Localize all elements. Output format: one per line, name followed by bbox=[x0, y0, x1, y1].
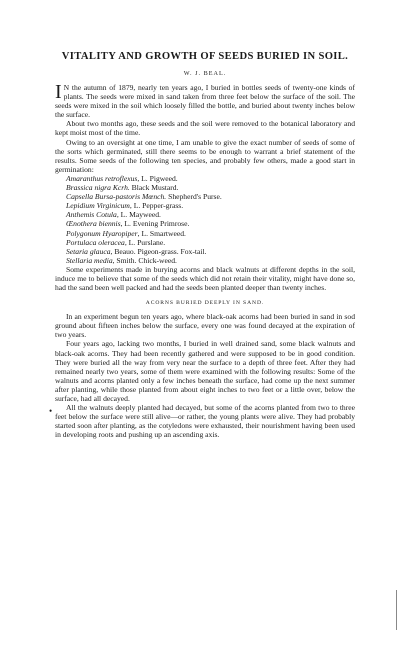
drop-cap: I bbox=[55, 81, 62, 103]
paragraph-3: Owing to an oversight at one time, I am unable to give the exact number of seeds of some of the sorts which germinated, still there seems to be enough to warrant a brief statement of the results. Some seeds of the following ten species, and probably few others, made a good start in germination: bbox=[55, 137, 355, 174]
species-item bbox=[66, 183, 355, 192]
species-common-name: , L. Pigweed. bbox=[137, 173, 178, 183]
species-common-name: , L. Pepper-grass. bbox=[129, 201, 184, 211]
species-item bbox=[66, 229, 355, 238]
species-common-name: Shepherd's Purse. bbox=[166, 192, 222, 202]
species-item bbox=[66, 247, 355, 256]
species-item bbox=[66, 201, 355, 210]
article-author: W. J. BEAL. bbox=[183, 70, 227, 77]
species-common-name: , Beauo. Pigeon-grass. Fox-tail. bbox=[110, 246, 207, 256]
species-latin-name: Brassica nigra Kcrh. bbox=[66, 183, 130, 193]
species-common-name: , L. Purslane. bbox=[124, 237, 166, 247]
intro-paragraph bbox=[55, 83, 355, 119]
species-latin-name: Anthemis Cotula bbox=[66, 210, 117, 220]
paragraph-7: All the walnuts deeply planted had decayed, but some of the acorns planted from two to three feet below the surface were still alive—or rather, the young plants were alive. They had probably started soon after planting, as the cotyledons were exhausted, their nourishment having been used in developing roots and pushing up an ascending axis. bbox=[55, 403, 355, 440]
species-common-name: , L. Evening Primrose. bbox=[120, 219, 190, 229]
species-common-name: , Smith. Chick-weed. bbox=[112, 255, 177, 265]
species-item bbox=[66, 174, 355, 183]
species-item bbox=[66, 192, 355, 201]
species-common-name: , L. Mayweed. bbox=[116, 210, 161, 220]
species-common-name: Black Mustard. bbox=[129, 183, 179, 193]
intro-text: N the autumn of 1879, nearly ten years ago, I buried in bottles seeds of twenty-one kinds of plants. The seeds were mixed in sand taken from three feet below the surface of the soil. The seeds were mixed in the soil which loosely filled the bottle, and buried about twenty inches below the surface. bbox=[55, 83, 355, 120]
section-heading: ACORNS BURIED DEEPLY IN SAND. bbox=[145, 300, 265, 307]
species-latin-name: Polygonum Hyaropiper bbox=[66, 228, 138, 238]
species-list bbox=[55, 174, 355, 265]
species-item bbox=[66, 210, 355, 219]
species-latin-name: Lepidium Virginicum bbox=[66, 201, 130, 211]
paragraph-4: Some experiments made in burying acorns and black walnuts at different depths in the soil, induce me to believe that some of the seeds which did not retain their vitality, might have done so, had the sand been well packed and had the seeds been planted deeper than twenty inches. bbox=[55, 264, 355, 293]
species-latin-name: Amaranthus retroflexus bbox=[66, 173, 138, 183]
species-latin-name: Setaria glauca bbox=[66, 246, 111, 256]
species-latin-name: Stellaria media bbox=[66, 255, 113, 265]
species-latin-name: Œnothera biennis bbox=[66, 219, 121, 229]
page-edge-line bbox=[396, 590, 397, 630]
paragraph-5: In an experiment begun ten years ago, where black-oak acorns had been buried in sand in sod ground about fifteen inches below the surface, every one was found decayed at the expiration of two years. bbox=[55, 312, 355, 340]
article-title: VITALITY AND GROWTH OF SEEDS BURIED IN SOIL. bbox=[61, 51, 349, 62]
species-item bbox=[66, 238, 355, 247]
article-page bbox=[55, 50, 355, 439]
species-item bbox=[66, 256, 355, 265]
species-common-name: , L. Smartweed. bbox=[137, 228, 186, 238]
paragraph-6: Four years ago, lacking two months, I buried in well drained sand, some black walnuts and black-oak acorns. They had been recently gathered and were supposed to be in good condition. They were buried all the way from very near the surface to a depth of three feet. After they had remained nearly two years, some of them were examined with the following results: Some of the walnuts and acorns planted only a few inches beneath the surface, had come up the next summer after planting, while those planted from about eight inches to two feet or a little over, below the surface, had all decayed. bbox=[55, 339, 355, 403]
paragraph-2: About two months ago, these seeds and the soil were removed to the botanical laboratory and kept moist most of the time. bbox=[55, 119, 355, 138]
margin-mark: • bbox=[49, 406, 53, 416]
species-latin-name: Portulaca oleracea bbox=[66, 237, 125, 247]
species-latin-name: Capsella Bursa-pastoris Mœnch. bbox=[66, 192, 167, 202]
species-item bbox=[66, 219, 355, 228]
